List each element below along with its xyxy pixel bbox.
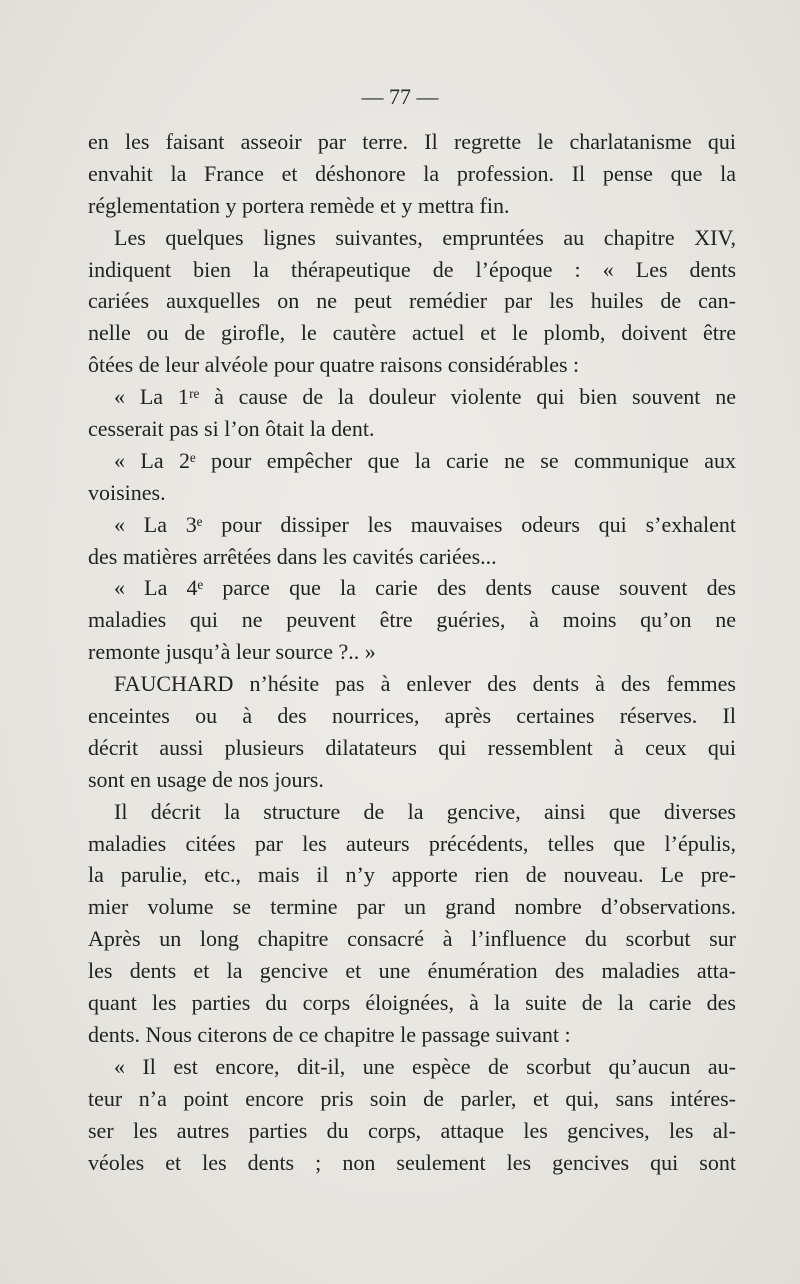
text-line: indiquent bien la thérapeutique de l’époque : « Les dents bbox=[88, 256, 736, 282]
text-line: sont en usage de nos jours. bbox=[88, 766, 324, 792]
text-line: « Il est encore, dit-il, une espèce de scorbut qu’aucun au- bbox=[114, 1053, 736, 1079]
text-line: des matières arrêtées dans les cavités cariées... bbox=[88, 543, 497, 569]
text-line: « La 4ᵉ parce que la carie des dents cause souvent des bbox=[114, 575, 736, 601]
text-line: FAUCHARD n’hésite pas à enlever des dents à des femmes bbox=[114, 671, 736, 697]
text-line: véoles et les dents ; non seulement les gencives qui sont bbox=[88, 1149, 736, 1175]
text-line: « La 2ᵉ pour empêcher que la carie ne se communique aux bbox=[114, 447, 736, 473]
text-line: Les quelques lignes suivantes, empruntées au chapitre XIV, bbox=[114, 224, 736, 250]
text-line: maladies citées par les auteurs précédents, telles que l’épulis, bbox=[88, 830, 736, 856]
text-line: ser les autres parties du corps, attaque les gencives, les al- bbox=[88, 1117, 736, 1143]
text-line: « La 1ʳᵉ à cause de la douleur violente qui bien souvent ne bbox=[114, 384, 736, 410]
text-line: la parulie, etc., mais il n’y apporte rien de nouveau. Le pre- bbox=[88, 862, 736, 888]
text-line: « La 3ᵉ pour dissiper les mauvaises odeurs qui s’exhalent bbox=[114, 511, 736, 537]
text-line: dents. Nous citerons de ce chapitre le passage suivant : bbox=[88, 1021, 571, 1047]
text-line: cesserait pas si l’on ôtait la dent. bbox=[88, 416, 375, 442]
text-line: réglementation y portera remède et y mettra fin. bbox=[88, 192, 510, 218]
text-line: enceintes ou à des nourrices, après certaines réserves. Il bbox=[88, 703, 736, 729]
text-line: Après un long chapitre consacré à l’influence du scorbut sur bbox=[88, 926, 736, 952]
text-line: voisines. bbox=[88, 479, 166, 505]
text-line: quant les parties du corps éloignées, à la suite de la carie des bbox=[88, 990, 736, 1016]
text-line: ôtées de leur alvéole pour quatre raisons considérables : bbox=[88, 352, 580, 378]
text-line: nelle ou de girofle, le cautère actuel et le plomb, doivent être bbox=[88, 320, 736, 346]
page-number: — 77 — bbox=[361, 84, 439, 109]
text-line: décrit aussi plusieurs dilatateurs qui ressemblent à ceux qui bbox=[88, 734, 736, 760]
text-line: les dents et la gencive et une énumération des maladies atta- bbox=[88, 958, 736, 984]
text-line: teur n’a point encore pris soin de parler, et qui, sans intéres- bbox=[88, 1085, 736, 1111]
text-line: remonte jusqu’à leur source ?.. » bbox=[88, 639, 376, 665]
text-line: maladies qui ne peuvent être guéries, à moins qu’on ne bbox=[88, 607, 736, 633]
text-line: en les faisant asseoir par terre. Il regrette le charlatanisme qui bbox=[88, 129, 736, 154]
text-line: cariées auxquelles on ne peut remédier par les huiles de can- bbox=[88, 288, 736, 314]
text-line: mier volume se termine par un grand nombre d’observations. bbox=[88, 894, 736, 920]
text-line: Il décrit la structure de la gencive, ainsi que diverses bbox=[114, 798, 736, 824]
text-line: envahit la France et déshonore la profession. Il pense que la bbox=[88, 160, 736, 186]
body-text bbox=[88, 126, 736, 1178]
